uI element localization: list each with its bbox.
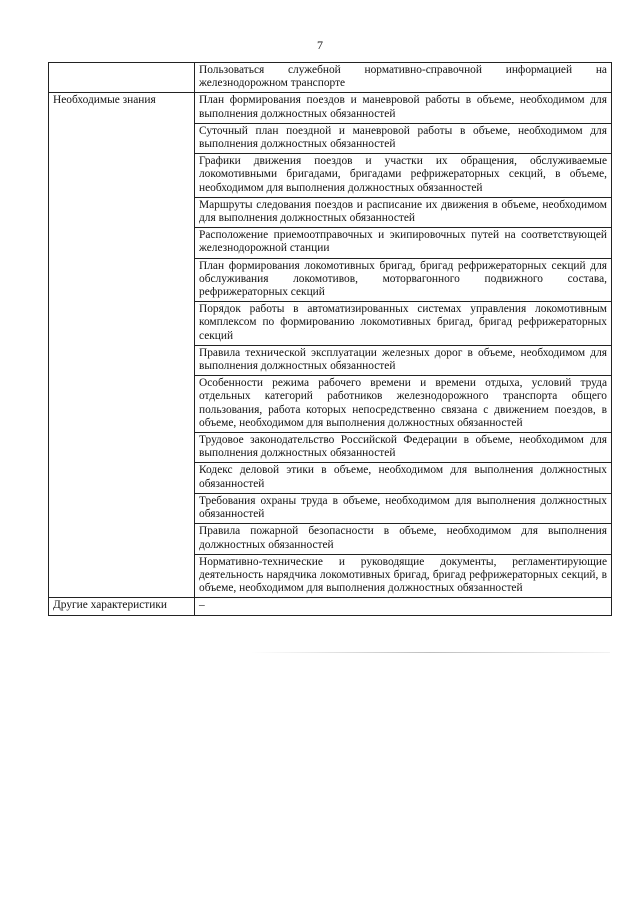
row-text: Маршруты следования поездов и расписание их движения в объеме, необходимом для выполнения должностных обязанностей xyxy=(195,197,612,227)
row-text: Графики движения поездов и участки их обращения, обслуживаемые локомотивными бригадами, бригадами рефрижераторных секций, в объеме, необходимом для выполнения должностных обязанностей xyxy=(195,154,612,198)
scan-artifact-line xyxy=(250,652,610,653)
row-text: Кодекс деловой этики в объеме, необходимом для выполнения должностных обязанностей xyxy=(195,463,612,493)
row-text: Требования охраны труда в объеме, необходимом для выполнения должностных обязанностей xyxy=(195,493,612,523)
row-label-required-knowledge: Необходимые знания xyxy=(49,93,195,598)
row-text: – xyxy=(195,598,612,615)
row-text: Суточный план поездной и маневровой работы в объеме, необходимом для выполнения должностных обязанностей xyxy=(195,123,612,153)
table-row xyxy=(49,598,612,615)
knowledge-table xyxy=(48,62,612,616)
row-text: Расположение приемоотправочных и экипировочных путей на соответствующей железнодорожной станции xyxy=(195,228,612,258)
row-text: План формирования поездов и маневровой работы в объеме, необходимом для выполнения должностных обязанностей xyxy=(195,93,612,123)
row-text: Нормативно-технические и руководящие документы, регламентирующие деятельность нарядчика локомотивных бригад, бригад рефрижераторных секций, в объеме, необходимом для выполнения должностных обязанностей xyxy=(195,554,612,598)
row-text: Особенности режима рабочего времени и времени отдыха, условий труда отдельных категорий работников железнодорожного транспорта общего пользования, работа которых непосредственно связана с движением поездов, в объеме, необходимом для выполнения должностных обязанностей xyxy=(195,376,612,433)
table-row xyxy=(49,93,612,123)
row-text: Трудовое законодательство Российской Федерации в объеме, необходимом для выполнения должностных обязанностей xyxy=(195,433,612,463)
row-label xyxy=(49,63,195,93)
row-text: План формирования локомотивных бригад, бригад рефрижераторных секций для обслуживания локомотивов, моторвагонного подвижного состава, рефрижераторных секций xyxy=(195,258,612,302)
table-row xyxy=(49,63,612,93)
page-number: 7 xyxy=(317,38,323,52)
row-text: Правила пожарной безопасности в объеме, необходимом для выполнения должностных обязанностей xyxy=(195,524,612,554)
row-text: Правила технической эксплуатации железных дорог в объеме, необходимом для выполнения должностных обязанностей xyxy=(195,345,612,375)
row-label-other-characteristics: Другие характеристики xyxy=(49,598,195,615)
row-text: Порядок работы в автоматизированных системах управления локомотивным комплексом по формированию локомотивных бригад, бригад рефрижераторных секций xyxy=(195,302,612,346)
row-text: Пользоваться служебной нормативно-справочной информацией на железнодорожном транспорте xyxy=(195,63,612,93)
